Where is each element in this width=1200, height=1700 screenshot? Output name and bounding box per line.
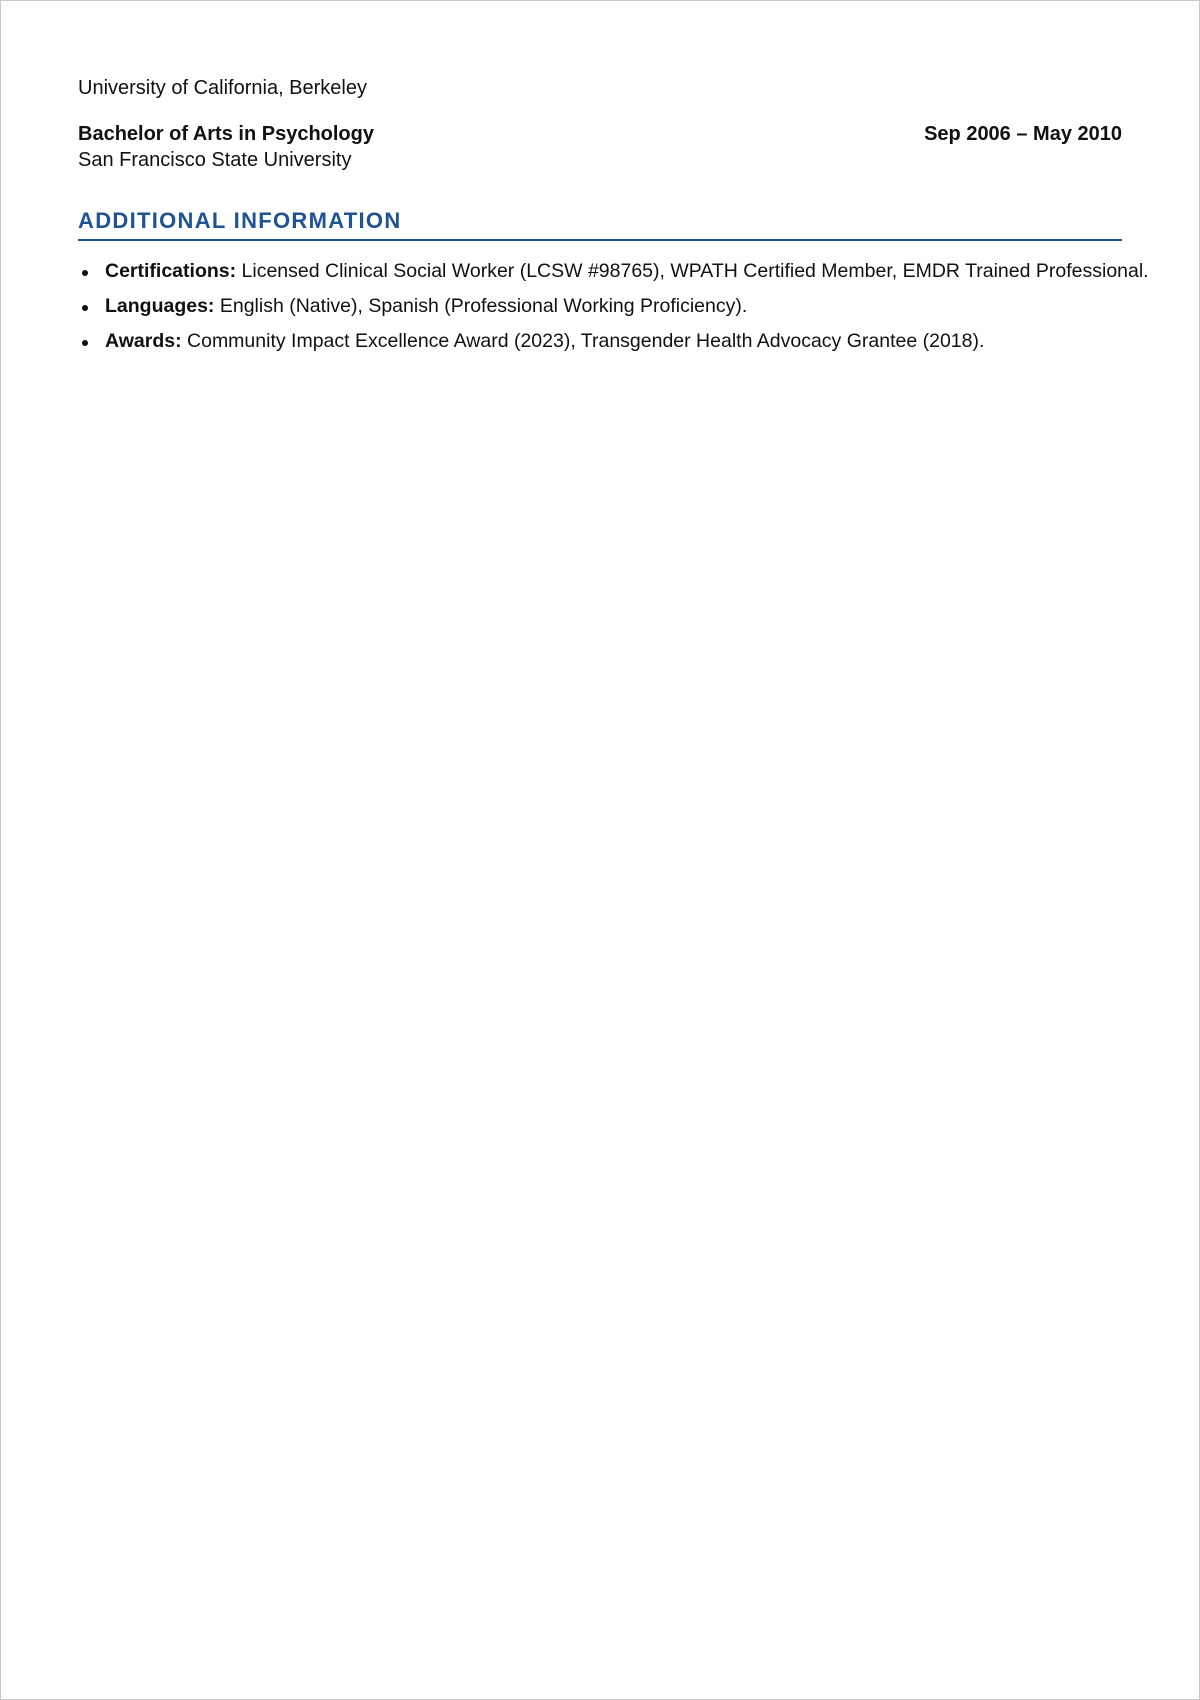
education-entry-header [78, 121, 1122, 147]
resume-content [78, 75, 1149, 364]
section-title: ADDITIONAL INFORMATION [78, 207, 1122, 241]
awards-item [78, 329, 1122, 354]
certifications-item [78, 259, 1149, 284]
degree-title: Bachelor of Arts in Psychology [78, 123, 374, 145]
bullet-icon [82, 270, 88, 276]
languages-label: Languages: [105, 295, 215, 317]
additional-information-section [78, 207, 1149, 354]
awards-text: Community Impact Excellence Award (2023), Transgender Health Advocacy Grantee (2018). [181, 330, 985, 352]
bullet-icon [82, 340, 88, 346]
education-dates: Sep 2006 – May 2010 [924, 123, 1122, 145]
education-entry [78, 121, 1122, 173]
previous-institution: University of California, Berkeley [78, 77, 367, 99]
additional-information-list [78, 259, 1149, 354]
languages-text: English (Native), Spanish (Professional Working Proficiency). [214, 295, 748, 317]
bullet-icon [82, 305, 88, 311]
certifications-label: Certifications: [105, 260, 237, 282]
languages-item [78, 294, 1122, 319]
certifications-text: Licensed Clinical Social Worker (LCSW #98765), WPATH Certified Member, EMDR Trained Professional. [236, 260, 1149, 282]
awards-label: Awards: [105, 330, 182, 352]
school-name: San Francisco State University [78, 149, 352, 171]
